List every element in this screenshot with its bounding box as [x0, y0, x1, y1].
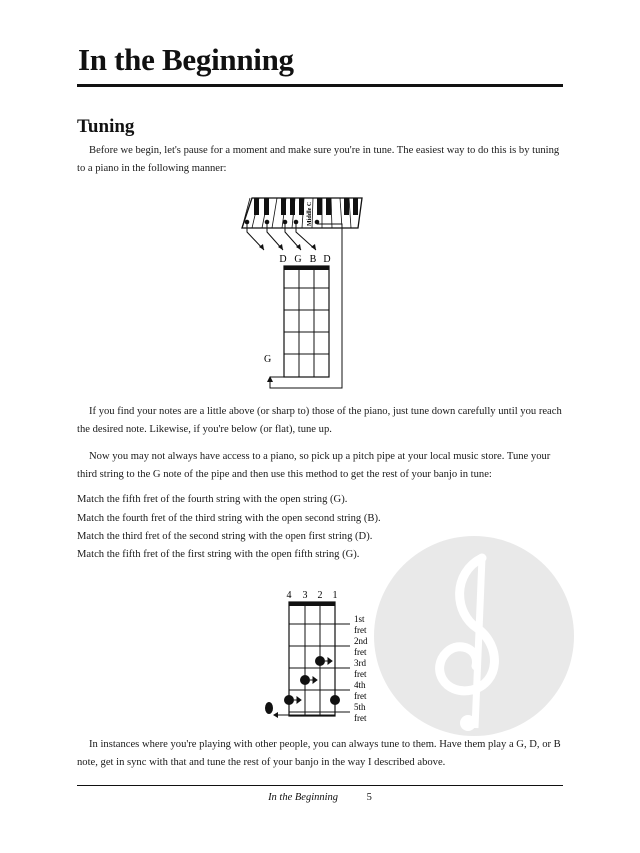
string-number-2: 2	[317, 590, 323, 601]
fret-label-4: 4th	[354, 680, 366, 690]
fret-label-1-sub: fret	[354, 625, 367, 635]
string-number-1: 1	[332, 590, 338, 601]
fret-label-3: 3rd	[354, 658, 366, 668]
pitch-pipe-paragraph: Now you may not always have access to a piano, so pick up a pitch pipe at your local music store. Tune your third string to the G note of the pipe and then use this method to get the rest of your banjo in tune:	[77, 451, 551, 480]
fret-label-5: 5th	[354, 702, 366, 712]
piano-tuning-diagram	[238, 192, 368, 392]
fret-label-1: 1st	[354, 614, 365, 624]
fretboard-nut	[284, 266, 329, 270]
note-label-d-low: D	[279, 254, 287, 265]
intro-paragraph: Before we begin, let's pause for a moment and make sure you're in tune. The easiest way to do this is by tuning to a piano in the following manner:	[77, 145, 560, 174]
page-number: 5	[366, 792, 372, 803]
fret-label-5-sub: fret	[354, 713, 367, 723]
fretboard	[284, 266, 329, 377]
string-number-3: 3	[302, 590, 308, 601]
fret-label-2-sub: fret	[354, 647, 367, 657]
section-heading: Tuning	[77, 116, 135, 137]
note-label-b: B	[309, 254, 317, 265]
note-label-d-high: D	[323, 254, 331, 265]
fret-label-3-sub: fret	[354, 669, 367, 679]
chapter-title: In the Beginning	[78, 42, 294, 77]
tuning-step: Match the fifth fret of the fourth string with the open string (G).	[77, 494, 348, 505]
fret-label-4-sub: fret	[354, 691, 367, 701]
footer-chapter-title: In the Beginning	[268, 792, 339, 803]
note-label-g: G	[294, 254, 302, 265]
treble-clef-watermark	[372, 518, 577, 753]
string-number-4: 4	[286, 590, 292, 601]
middle-c-label: Middle C	[307, 201, 313, 226]
tuning-step: Match the fourth fret of the third string with the open second string (B).	[77, 513, 381, 524]
title-rule	[77, 84, 563, 87]
footer-rule	[77, 785, 563, 786]
tuning-step: Match the third fret of the second string with the open first string (D).	[77, 531, 373, 542]
fret-tuning-diagram	[262, 587, 382, 727]
playing-with-others-paragraph: In instances where you're playing with other people, you can always tune to them. Have them play a G, D, or B note, get in sync with that and tune the rest of your banjo in the way I described above.	[77, 739, 561, 768]
fifth-string-note-label: G	[264, 354, 272, 365]
page-footer	[77, 792, 563, 803]
tuning-step: Match the fifth fret of the first string with the open fifth string (G).	[77, 549, 360, 560]
sharp-flat-paragraph: If you find your notes are a little above (or sharp to) those of the piano, just tune down carefully until you reach the desired note. Likewise, if you're below (or flat), tune up.	[77, 406, 562, 435]
fret-label-2: 2nd	[354, 636, 368, 646]
